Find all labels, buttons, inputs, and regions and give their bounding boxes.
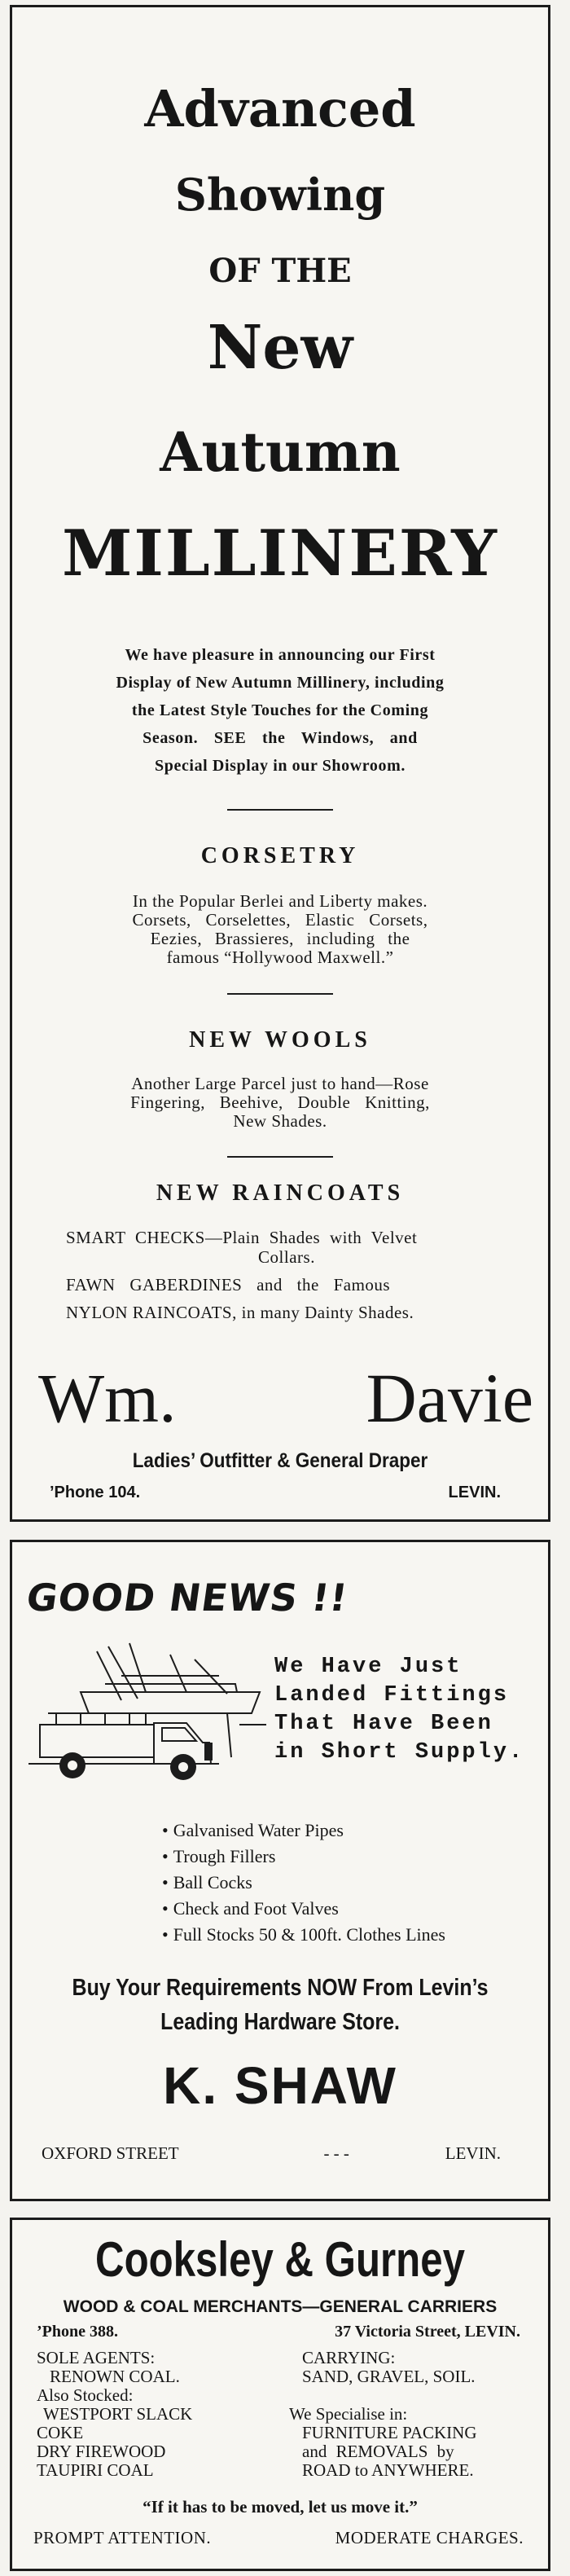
name-davie: Davie [366,1359,533,1437]
headline-millinery: MILLINERY [62,517,498,591]
message-line: That Have Been [274,1712,493,1736]
corsetry-line: Eezies, Brassieres, including the [150,929,410,948]
right-col-line: CARRYING: [302,2348,396,2367]
stock-item: • Ball Cocks [162,1870,445,1896]
company-subtitle: WOOD & COAL MERCHANTS—GENERAL CARRIERS [63,2297,498,2316]
town-name: LEVIN. [448,1484,501,1501]
corsetry-line: famous “Hollywood Maxwell.” [166,947,394,967]
message-line: Landed Fittings [274,1683,510,1708]
raincoats-heading: NEW RAINCOATS [156,1180,405,1206]
wools-line: New Shades. [233,1111,327,1131]
right-col-line: We Specialise in: [289,2404,408,2424]
left-col-line: TAUPIRI COAL [37,2460,154,2480]
left-col-line: SOLE AGENTS: [37,2348,156,2367]
requirements-line: Buy Your Requirements NOW From Levin’s [72,1975,489,2001]
cooksley-gurney-advertisement [10,2218,550,2571]
stock-item: • Galvanised Water Pipes [162,1818,445,1844]
intro-line: the Latest Style Touches for the Coming [131,701,429,719]
slogan: “If it has to be moved, let us move it.” [142,2497,418,2517]
raincoats-text [66,1228,507,1322]
town-name: LEVIN. [445,2143,501,2163]
address-row [42,2143,501,2164]
corsetry-heading: CORSETRY [200,843,360,868]
intro-line: Special Display in our Showroom. [155,757,406,775]
left-column [37,2349,297,2480]
requirements-text [50,1971,511,2039]
arrival-message [274,1653,540,1767]
left-col-line: DRY FIREWOOD [37,2442,166,2461]
phone-number: ’Phone 104. [50,1484,141,1501]
raincoats-line: Collars. [258,1247,315,1267]
shaw-name: K. SHAW [163,2056,397,2115]
message-line: in Short Supply. [274,1740,525,1765]
prompt-attention: PROMPT ATTENTION. [33,2528,212,2547]
requirements-line: Leading Hardware Store. [160,2009,400,2035]
intro-line: Display of New Autumn Millinery, including [116,674,445,692]
good-news-headline: GOOD NEWS !! [24,1576,351,1620]
shaw-advertisement [10,1540,550,2201]
intro-paragraph [12,641,548,780]
name-wm: Wm. [38,1359,177,1437]
right-col-line [289,2386,532,2405]
headline-of-the: OF THE [208,252,352,290]
truck-and-ship-illustration [24,1635,268,1787]
intro-line: We have pleasure in announcing our First [125,646,436,664]
left-col-line: RENOWN COAL. [50,2367,180,2386]
raincoats-line: FAWN GABERDINES and the Famous [66,1275,391,1295]
stock-item: • Trough Fillers [162,1844,445,1870]
street-address: 37 Victoria Street, LEVIN. [335,2323,520,2341]
corsetry-line: Corsets, Corselettes, Elastic Corsets, [132,910,428,930]
footer-row [33,2528,524,2548]
divider [227,809,333,811]
company-name: Cooksley & Gurney [95,2232,465,2287]
message-line: We Have Just [274,1655,463,1679]
left-col-line: WESTPORT SLACK [43,2404,193,2424]
dash-separator: - - - [323,2143,349,2163]
contact-row [37,2323,520,2341]
wools-line: Fingering, Beehive, Double Knitting, [130,1092,430,1112]
right-col-line: ROAD to ANYWHERE. [302,2460,474,2480]
divider [227,1156,333,1158]
left-col-line: Also Stocked: [37,2385,134,2405]
street-name: OXFORD STREET [42,2143,179,2163]
raincoats-line: NYLON RAINCOATS, in many Dainty Shades. [66,1303,414,1322]
intro-line: Season. SEE the Windows, and [142,729,418,747]
tagline: Ladies’ Outfitter & General Draper [132,1449,428,1472]
divider [227,993,333,995]
right-col-line: and REMOVALS by [302,2442,454,2461]
davie-advertisement [10,5,550,1522]
phone-number: ’Phone 388. [37,2323,118,2341]
right-col-line: SAND, GRAVEL, SOIL. [302,2367,476,2386]
stock-item: • Check and Foot Valves [162,1896,445,1922]
headline-showing: Showing [174,169,386,221]
stock-item: • Full Stocks 50 & 100ft. Clothes Lines [162,1922,445,1948]
contact-row [50,1484,501,1502]
headline-advanced: Advanced [144,79,416,138]
stock-list [162,1818,445,1948]
moderate-charges: MODERATE CHARGES. [335,2528,524,2547]
wools-text [12,1075,548,1131]
corsetry-text [12,892,548,967]
headline-new: New [207,313,353,383]
wools-line: Another Large Parcel just to hand—Rose [131,1074,429,1093]
raincoats-line: SMART CHECKS—Plain Shades with Velvet [66,1228,418,1247]
corsetry-line: In the Popular Berlei and Liberty makes. [132,891,428,911]
right-col-line: FURNITURE PACKING [302,2423,477,2442]
headline-autumn: Autumn [160,420,401,484]
right-column [289,2349,532,2480]
company-name [38,1358,533,1438]
left-col-line: COKE [37,2423,84,2442]
wools-heading: NEW WOOLS [189,1027,371,1053]
